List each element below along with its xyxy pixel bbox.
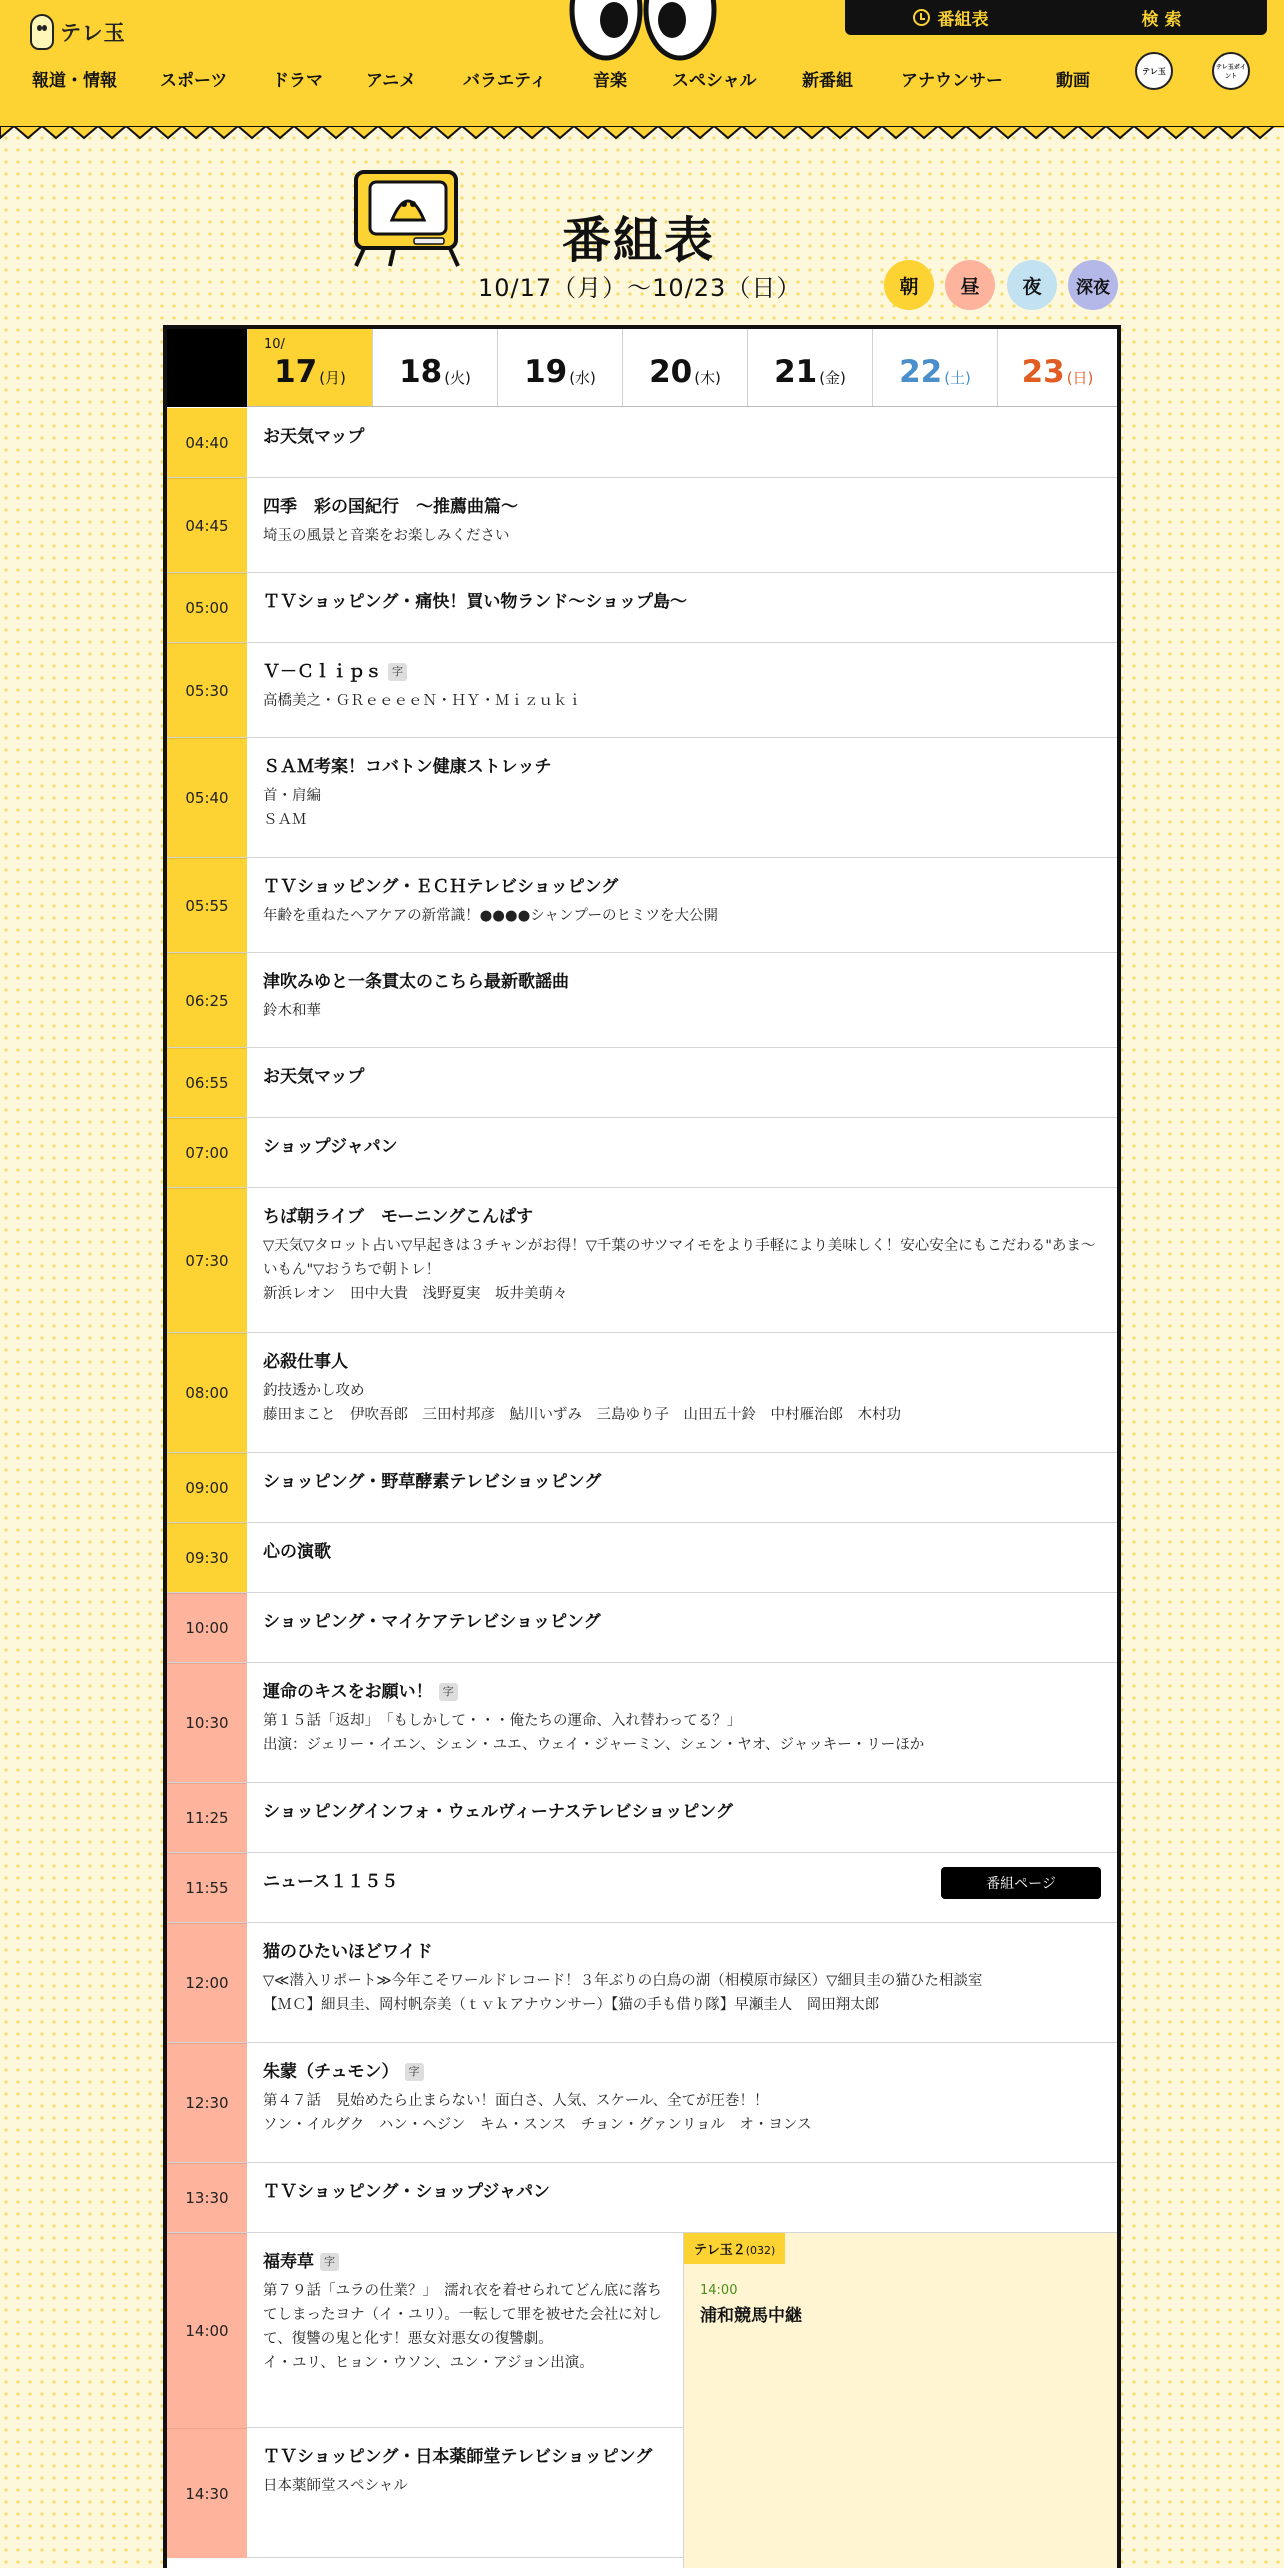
program-info[interactable]: [263, 589, 1101, 615]
program-row: [167, 738, 1117, 858]
day-tab-weekday: (金): [819, 369, 846, 387]
program-time: 10:00: [167, 1593, 247, 1662]
program-title: [263, 424, 1101, 450]
program-time: 05:40: [167, 738, 247, 857]
program-title-text: ＴＶショッピング・ＥＣＨテレビショッピング: [263, 877, 619, 897]
program-title: [263, 1539, 1101, 1565]
program-info[interactable]: [263, 754, 1101, 832]
site-header: [0, 0, 1284, 128]
program-title: [263, 1469, 1101, 1495]
nav-music[interactable]: 音楽: [593, 71, 627, 91]
day-tabs: [167, 329, 1117, 407]
program-title-text: Ｖ－Ｃｌｉｐｓ: [263, 662, 382, 682]
program-time: 05:55: [167, 858, 247, 952]
program-time: 07:30: [167, 1188, 247, 1332]
program-time: 04:40: [167, 408, 247, 477]
program-title: [263, 754, 1101, 780]
program-row: [167, 573, 1117, 643]
day-tab-weekday: (土): [944, 369, 971, 387]
sub-channel-time: 14:00: [700, 2283, 738, 2298]
day-tab-18[interactable]: [372, 329, 497, 406]
program-row: [167, 643, 1117, 738]
program-title: [263, 1609, 1101, 1635]
clock-icon: [913, 9, 930, 26]
program-info[interactable]: [263, 1204, 1101, 1306]
program-time: 14:30: [167, 2428, 247, 2558]
program-title-text: 朱蒙（チュモン）: [263, 2062, 399, 2082]
program-info[interactable]: [263, 1939, 1101, 2017]
teletama-app-icon[interactable]: [1135, 52, 1173, 90]
tod-label: 昼: [960, 275, 980, 298]
program-time: 07:00: [167, 1118, 247, 1187]
day-tab-number: 18: [399, 354, 443, 390]
program-info[interactable]: [263, 659, 1101, 713]
program-info: [263, 2249, 668, 2375]
program-row: [167, 1333, 1117, 1453]
program-title-text: 運命のキスをお願い！: [263, 1682, 433, 1702]
top-utility-bar: [845, 0, 1267, 35]
day-tab-22[interactable]: [872, 329, 997, 406]
program-row: [167, 953, 1117, 1048]
program-cell[interactable]: [247, 2233, 684, 2428]
program-cell[interactable]: [247, 2428, 684, 2558]
nav-anime[interactable]: アニメ: [366, 71, 417, 91]
header-zigzag-edge: [0, 126, 1284, 148]
day-tab-number: 19: [524, 354, 568, 390]
nav-special[interactable]: スペシャル: [672, 71, 757, 91]
day-tab-17[interactable]: [247, 329, 372, 406]
nav-video[interactable]: 動画: [1056, 71, 1090, 91]
program-row: [167, 1923, 1117, 2043]
tod-latenight-button[interactable]: [1068, 260, 1118, 310]
program-info[interactable]: [263, 1539, 1101, 1565]
nav-sports[interactable]: スポーツ: [160, 71, 228, 91]
program-row: [167, 1853, 1117, 1923]
program-title: [263, 2059, 1101, 2085]
program-row: [167, 1453, 1117, 1523]
program-description: 鈴木和華: [263, 1003, 321, 1019]
program-description: ▽≪潜入リポート≫今年こそワールドレコード！３年ぶりの白鳥の湖（相模原市緑区）▽細貝圭の猫ひた相談室 【ＭＣ】細貝圭、岡村帆奈美（ｔｖｋアナウンサー）【猫の手も借り隊】早瀬圭人 岡田翔太郎: [263, 1973, 983, 2013]
subtitle-badge: 字: [320, 2253, 339, 2271]
site-logo[interactable]: [30, 14, 126, 50]
program-row: [167, 2043, 1117, 2163]
program-time: 06:55: [167, 1048, 247, 1117]
program-info[interactable]: [263, 1799, 1101, 1825]
page-title: 番組表: [562, 212, 716, 269]
schedule-label: 番組表: [937, 10, 989, 30]
tod-daytime-button[interactable]: [945, 260, 995, 310]
program-row: [167, 1663, 1117, 1783]
sub-channel-code: (032): [745, 2244, 776, 2257]
program-row: [167, 858, 1117, 953]
program-title-text: 四季 彩の国紀行 ～推薦曲篇～: [263, 497, 518, 517]
program-description: 第１５話「返却」 「もしかして・・・俺たちの運命、入れ替わってる？」 出演：ジェリー・イエン、シェン・ユエ、ウェイ・ジャーミン、シェン・ヤオ、ジャッキー・リーほか: [263, 1713, 925, 1753]
teletama-points-icon[interactable]: [1212, 52, 1250, 90]
program-title-text: お天気マップ: [263, 427, 365, 447]
program-info[interactable]: [263, 1064, 1101, 1090]
program-title: [263, 2249, 668, 2275]
day-tab-number: 20: [649, 354, 693, 390]
program-description: 高橋美之・ＧＲｅｅｅｅＮ・ＨＹ・Ｍｉｚｕｋｉ: [263, 693, 582, 709]
program-time: 11:25: [167, 1783, 247, 1852]
day-tab-weekday: (日): [1066, 369, 1094, 387]
program-title-text: ショッピング・マイケアテレビショッピング: [263, 1612, 601, 1632]
program-info[interactable]: [263, 424, 1101, 450]
day-tab-number: 22: [899, 354, 943, 390]
program-description: 年齢を重ねたヘアケアの新常識！●●●●シャンプーのヒミツを大公開: [263, 908, 719, 924]
tod-label: 夜: [1022, 275, 1042, 298]
program-time: 12:00: [167, 1923, 247, 2042]
nav-drama[interactable]: ドラマ: [272, 71, 323, 91]
program-title-text: 心の演歌: [263, 1542, 331, 1562]
program-row: [167, 1118, 1117, 1188]
program-info[interactable]: [263, 1609, 1101, 1635]
program-time: 08:00: [167, 1333, 247, 1452]
program-title-text: ショッピング・野草酵素テレビショッピング: [263, 1472, 602, 1492]
day-tab-month: 10/: [264, 337, 285, 352]
program-info: [263, 2444, 668, 2498]
day-tab-19[interactable]: [497, 329, 622, 406]
day-tab-weekday: (水): [569, 369, 596, 387]
program-title-text: ＳＡＭ考案！コバトン健康ストレッチ: [263, 757, 552, 777]
program-title-text: ＴＶショッピング・日本薬師堂テレビショッピング: [263, 2447, 653, 2467]
day-tab-20[interactable]: [622, 329, 747, 406]
nav-news[interactable]: 報道・情報: [32, 71, 117, 91]
program-title: [263, 1134, 1101, 1160]
program-title: [263, 2179, 1101, 2205]
program-row: [167, 1783, 1117, 1853]
tod-morning-button[interactable]: [884, 260, 934, 310]
search-link[interactable]: [1056, 5, 1267, 30]
program-row: [167, 1593, 1117, 1663]
program-title-text: ちば朝ライブ モーニングこんぱす: [263, 1207, 533, 1227]
sub-channel-name: テレ玉２: [694, 2243, 746, 2258]
day-tab-weekday: (月): [319, 369, 346, 387]
program-row: [167, 1188, 1117, 1333]
subtitle-badge: 字: [388, 663, 407, 681]
program-time: 06:25: [167, 953, 247, 1047]
subtitle-badge: 字: [405, 2063, 424, 2081]
program-info[interactable]: [263, 969, 1101, 1023]
program-title: [263, 1799, 1101, 1825]
tod-evening-button[interactable]: [1007, 260, 1057, 310]
day-tab-23[interactable]: [997, 329, 1117, 406]
program-title-text: 猫のひたいほどワイド: [263, 1942, 433, 1962]
program-time: 13:30: [167, 2163, 247, 2232]
program-time: 09:00: [167, 1453, 247, 1522]
program-info[interactable]: [263, 1469, 1101, 1495]
program-description: ▽天気▽タロット占い▽早起きは３チャンがお得！▽千葉のサツマイモをより手軽により美味しく！安心安全にもこだわる"あま～いもん"▽おうちで朝トレ！ 新浜レオン 田中大貴 浅野夏実 坂井美萌々: [263, 1238, 1096, 1302]
program-title-text: お天気マップ: [263, 1067, 365, 1087]
program-time: 04:45: [167, 478, 247, 572]
nav-variety[interactable]: バラエティ: [463, 71, 547, 91]
program-title: [263, 2444, 668, 2470]
program-time: 14:00: [167, 2233, 247, 2428]
program-title-text: ＴＶショッピング・痛快！買い物ランド～ショップ島～: [263, 592, 687, 612]
program-info[interactable]: [263, 1679, 1101, 1757]
program-title: [263, 659, 1101, 685]
day-tab-weekday: (木): [694, 369, 721, 387]
program-time: 09:30: [167, 1523, 247, 1592]
program-description: 埼玉の風景と音楽をお楽しみください: [263, 528, 510, 544]
day-tab-weekday: (火): [444, 369, 471, 387]
program-row: [167, 1523, 1117, 1593]
program-time: 05:30: [167, 643, 247, 737]
program-time: 05:00: [167, 573, 247, 642]
program-row: [167, 2163, 1117, 2233]
program-time: 12:30: [167, 2043, 247, 2162]
tod-label: 朝: [899, 275, 919, 298]
program-description: 第７９話「ユラの仕業？」 濡れ衣を着せられてどん底に落ちてしまったヨナ（イ・ユリ）。一転して罪を被せた会社に対して、復讐の鬼と化す！悪女対悪女の復讐劇。 イ・ユリ、ヒョン・ウソン、ユン・アジョン出演。: [263, 2283, 662, 2371]
sub-channel-block[interactable]: [683, 2233, 1117, 2568]
program-time: 11:55: [167, 1853, 247, 1922]
day-tab-21[interactable]: [747, 329, 872, 406]
nav-announcers[interactable]: アナウンサー: [901, 71, 1003, 91]
mascot-eyes-icon: [568, 0, 718, 62]
program-info[interactable]: [263, 2179, 1101, 2205]
program-title-text: ショッピングインフォ・ウェルヴィーナステレビショッピング: [263, 1802, 733, 1822]
program-title: [263, 1349, 1101, 1375]
program-title: [263, 1679, 1101, 1705]
logo-text: テレ玉: [60, 21, 126, 45]
program-info[interactable]: [263, 1134, 1101, 1160]
program-title-text: 必殺仕事人: [263, 1352, 348, 1372]
program-title: [263, 1204, 1101, 1230]
week-date-range: 10/17（月）〜10/23（日）: [478, 274, 802, 302]
program-title-text: 津吹みゆと一条貫太のこちら最新歌謡曲: [263, 972, 569, 992]
sub-channel-title: 浦和競馬中継: [700, 2306, 802, 2326]
program-title-text: ショップジャパン: [263, 1137, 398, 1157]
program-description: 日本薬師堂スペシャル: [263, 2478, 408, 2494]
program-time: 10:30: [167, 1663, 247, 1782]
program-info[interactable]: [263, 1349, 1101, 1427]
mascot-icon: [30, 14, 54, 50]
main-nav: [0, 66, 1284, 92]
program-description: 首・肩編 ＳＡＭ: [263, 788, 321, 828]
subtitle-badge: 字: [439, 1683, 458, 1701]
day-tab-number: 23: [1021, 354, 1065, 390]
program-title: [263, 494, 1101, 520]
program-title-text: ＴＶショッピング・ショップジャパン: [263, 2182, 550, 2202]
program-title: [263, 589, 1101, 615]
program-title: [263, 874, 1101, 900]
program-title: [263, 1939, 1101, 1965]
program-row: [167, 408, 1117, 478]
program-info[interactable]: [263, 494, 1101, 548]
program-info[interactable]: [263, 874, 1101, 928]
program-description: 釣技透かし攻め 藤田まこと 伊吹吾郎 三田村邦彦 鮎川いずみ 三島ゆり子 山田五十鈴 中村雁治郎 木村功: [263, 1383, 901, 1423]
schedule-link[interactable]: [845, 5, 1056, 30]
search-label: 検 索: [1141, 10, 1182, 30]
table-corner: [167, 329, 247, 407]
program-title-text: ニュース１１５５: [263, 1872, 399, 1892]
program-row: [167, 1048, 1117, 1118]
program-info[interactable]: [263, 2059, 1101, 2137]
nav-new-programs[interactable]: 新番組: [802, 71, 853, 91]
app-icon-label: テレ玉: [1142, 66, 1166, 76]
program-title: [263, 1064, 1101, 1090]
program-title-text: 福寿草: [263, 2252, 314, 2272]
points-icon-label: テレ玉ポイント: [1216, 64, 1246, 80]
tod-label: 深夜: [1076, 277, 1110, 298]
day-tab-number: 21: [774, 354, 818, 390]
sub-channel-label: [684, 2233, 785, 2264]
day-tab-number: 17: [274, 354, 318, 390]
program-description: 第４７話 見始めたら止まらない！面白さ、人気、スケール、全てが圧巻！！ ソン・イルグク ハン・ヘジン キム・スンス チョン・グァンリョル オ・ヨンス: [263, 2093, 812, 2133]
tv-mascot-icon: [352, 168, 462, 268]
program-page-button[interactable]: 番組ページ: [941, 1867, 1101, 1899]
program-title: [263, 969, 1101, 995]
program-row: [167, 478, 1117, 573]
schedule-table: [163, 325, 1121, 2568]
